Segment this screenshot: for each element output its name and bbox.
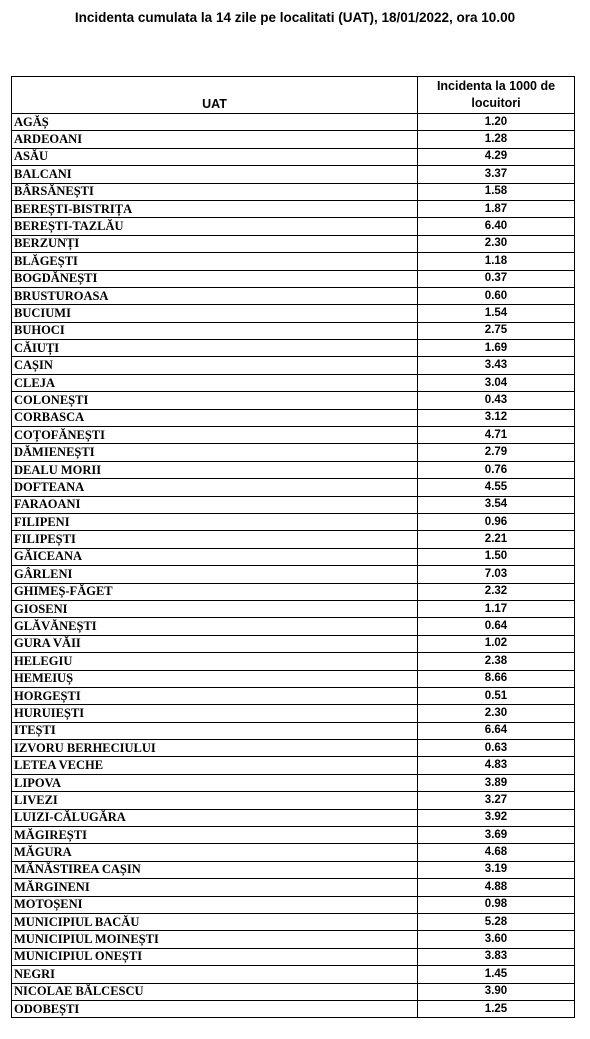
table-row (12, 513, 575, 530)
uat-name-cell: BOGDĂNEȘTI (12, 270, 418, 287)
incidence-value-cell: 1.69 (418, 340, 575, 357)
incidence-value-cell: 1.87 (418, 200, 575, 217)
table-row (12, 392, 575, 409)
uat-name-cell: DOFTEANA (12, 479, 418, 496)
uat-name-cell: AGĂȘ (12, 114, 418, 131)
incidence-value-cell: 3.92 (418, 809, 575, 826)
uat-name-cell: BERZUNȚI (12, 235, 418, 252)
incidence-value-cell: 3.54 (418, 496, 575, 513)
uat-name-cell: MĂNĂSTIREA CAȘIN (12, 861, 418, 878)
uat-name-cell: GÂRLENI (12, 566, 418, 583)
incidence-value-cell: 1.25 (418, 1000, 575, 1017)
incidence-value-cell: 0.76 (418, 461, 575, 478)
incidence-value-cell: 0.98 (418, 896, 575, 913)
table-row (12, 305, 575, 322)
table-row (12, 531, 575, 548)
table-row (12, 131, 575, 148)
uat-name-cell: FILIPEȘTI (12, 531, 418, 548)
uat-name-cell: CLEJA (12, 374, 418, 391)
uat-name-cell: GIOSENI (12, 600, 418, 617)
uat-name-cell: HELEGIU (12, 653, 418, 670)
table-row (12, 114, 575, 131)
incidence-value-cell: 1.02 (418, 635, 575, 652)
uat-name-cell: ARDEOANI (12, 131, 418, 148)
table-row (12, 827, 575, 844)
table-row (12, 166, 575, 183)
table-row (12, 740, 575, 757)
uat-name-cell: GĂICEANA (12, 548, 418, 565)
incidence-value-cell: 1.54 (418, 305, 575, 322)
incidence-value-cell: 3.43 (418, 357, 575, 374)
uat-name-cell: FARAOANI (12, 496, 418, 513)
table-row (12, 861, 575, 878)
table-row (12, 670, 575, 687)
table-row (12, 427, 575, 444)
table-row (12, 548, 575, 565)
table-row (12, 618, 575, 635)
table-row (12, 148, 575, 165)
uat-name-cell: GHIMEȘ-FĂGET (12, 583, 418, 600)
table-row (12, 948, 575, 965)
incidence-value-cell: 4.88 (418, 879, 575, 896)
incidence-value-cell: 2.30 (418, 705, 575, 722)
uat-name-cell: MUNICIPIUL ONEȘTI (12, 948, 418, 965)
uat-name-cell: ITEȘTI (12, 722, 418, 739)
uat-name-cell: BUCIUMI (12, 305, 418, 322)
uat-name-cell: BUHOCI (12, 322, 418, 339)
incidence-value-cell: 4.71 (418, 427, 575, 444)
uat-name-cell: CĂIUȚI (12, 340, 418, 357)
table-row (12, 1000, 575, 1017)
incidence-value-cell: 0.96 (418, 513, 575, 530)
uat-name-cell: GURA VĂII (12, 635, 418, 652)
table-row (12, 757, 575, 774)
table-row (12, 966, 575, 983)
incidence-value-cell: 2.38 (418, 653, 575, 670)
incidence-value-cell: 2.75 (418, 322, 575, 339)
incidence-value-cell: 1.50 (418, 548, 575, 565)
incidence-value-cell: 0.60 (418, 287, 575, 304)
incidence-value-cell: 6.64 (418, 722, 575, 739)
table-row (12, 983, 575, 1000)
table-row (12, 200, 575, 217)
incidence-value-cell: 2.32 (418, 583, 575, 600)
uat-name-cell: MĂGURA (12, 844, 418, 861)
uat-name-cell: HORGEȘTI (12, 687, 418, 704)
incidence-column-header: Incidenta la 1000 de locuitori (418, 77, 575, 114)
table-row (12, 218, 575, 235)
incidence-value-cell: 1.20 (418, 114, 575, 131)
uat-name-cell: GLĂVĂNEȘTI (12, 618, 418, 635)
incidence-value-cell: 8.66 (418, 670, 575, 687)
table-row (12, 409, 575, 426)
incidence-value-cell: 1.58 (418, 183, 575, 200)
uat-name-cell: BEREȘTI-BISTRIȚA (12, 200, 418, 217)
table-row (12, 844, 575, 861)
table-row (12, 479, 575, 496)
incidence-value-cell: 1.18 (418, 253, 575, 270)
incidence-table (11, 76, 575, 1018)
incidence-value-cell: 3.12 (418, 409, 575, 426)
table-row (12, 461, 575, 478)
uat-name-cell: IZVORU BERHECIULUI (12, 740, 418, 757)
incidence-value-cell: 3.89 (418, 774, 575, 791)
table-row (12, 340, 575, 357)
table-row (12, 444, 575, 461)
uat-name-cell: LIVEZI (12, 792, 418, 809)
incidence-value-cell: 4.83 (418, 757, 575, 774)
table-row (12, 687, 575, 704)
uat-name-cell: BLĂGEȘTI (12, 253, 418, 270)
incidence-value-cell: 4.55 (418, 479, 575, 496)
uat-name-cell: BÂRSĂNEȘTI (12, 183, 418, 200)
incidence-value-cell: 0.63 (418, 740, 575, 757)
uat-name-cell: MĂRGINENI (12, 879, 418, 896)
incidence-value-cell: 2.30 (418, 235, 575, 252)
uat-name-cell: BRUSTUROASA (12, 287, 418, 304)
table-row (12, 583, 575, 600)
uat-name-cell: MUNICIPIUL MOINEȘTI (12, 931, 418, 948)
uat-name-cell: COLONEȘTI (12, 392, 418, 409)
incidence-value-cell: 7.03 (418, 566, 575, 583)
uat-name-cell: COȚOFĂNEȘTI (12, 427, 418, 444)
uat-name-cell: ODOBEȘTI (12, 1000, 418, 1017)
incidence-value-cell: 3.19 (418, 861, 575, 878)
document-title: Incidenta cumulata la 14 zile pe localitati (UAT), 18/01/2022, ora 10.00 (74, 10, 516, 25)
incidence-value-cell: 0.64 (418, 618, 575, 635)
incidence-value-cell: 0.43 (418, 392, 575, 409)
table-row (12, 705, 575, 722)
table-row (12, 653, 575, 670)
table-row (12, 357, 575, 374)
table-row (12, 722, 575, 739)
incidence-value-cell: 1.17 (418, 600, 575, 617)
table-row (12, 287, 575, 304)
incidence-value-cell: 4.29 (418, 148, 575, 165)
uat-name-cell: BEREȘTI-TAZLĂU (12, 218, 418, 235)
uat-name-cell: HURUIEȘTI (12, 705, 418, 722)
incidence-value-cell: 0.37 (418, 270, 575, 287)
incidence-value-cell: 3.90 (418, 983, 575, 1000)
table-row (12, 235, 575, 252)
table-row (12, 183, 575, 200)
incidence-value-cell: 6.40 (418, 218, 575, 235)
incidence-value-cell: 4.68 (418, 844, 575, 861)
table-row (12, 809, 575, 826)
uat-name-cell: ASĂU (12, 148, 418, 165)
table-row (12, 792, 575, 809)
incidence-value-cell: 5.28 (418, 913, 575, 930)
table-row (12, 635, 575, 652)
table-row (12, 913, 575, 930)
table-row (12, 270, 575, 287)
uat-name-cell: MĂGIREȘTI (12, 827, 418, 844)
uat-name-cell: FILIPENI (12, 513, 418, 530)
uat-column-header: UAT (12, 77, 418, 114)
incidence-value-cell: 2.21 (418, 531, 575, 548)
uat-name-cell: LETEA VECHE (12, 757, 418, 774)
uat-name-cell: HEMEIUȘ (12, 670, 418, 687)
uat-name-cell: MOTOȘENI (12, 896, 418, 913)
table-row (12, 896, 575, 913)
table-body (12, 114, 575, 1018)
uat-name-cell: NEGRI (12, 966, 418, 983)
incidence-value-cell: 2.79 (418, 444, 575, 461)
table-row (12, 374, 575, 391)
uat-name-cell: DĂMIENEȘTI (12, 444, 418, 461)
uat-name-cell: NICOLAE BĂLCESCU (12, 983, 418, 1000)
incidence-value-cell: 3.60 (418, 931, 575, 948)
uat-name-cell: BALCANI (12, 166, 418, 183)
uat-name-cell: LIPOVA (12, 774, 418, 791)
table-row (12, 253, 575, 270)
table-row (12, 774, 575, 791)
incidence-value-cell: 1.45 (418, 966, 575, 983)
table-row (12, 322, 575, 339)
uat-name-cell: CAȘIN (12, 357, 418, 374)
incidence-value-cell: 3.37 (418, 166, 575, 183)
incidence-value-cell: 3.83 (418, 948, 575, 965)
table-row (12, 879, 575, 896)
uat-name-cell: LUIZI-CĂLUGĂRA (12, 809, 418, 826)
table-row (12, 496, 575, 513)
table-row (12, 931, 575, 948)
incidence-value-cell: 3.04 (418, 374, 575, 391)
table-row (12, 566, 575, 583)
incidence-value-cell: 0.51 (418, 687, 575, 704)
table-row (12, 600, 575, 617)
incidence-value-cell: 3.27 (418, 792, 575, 809)
uat-name-cell: MUNICIPIUL BACĂU (12, 913, 418, 930)
incidence-value-cell: 3.69 (418, 827, 575, 844)
incidence-value-cell: 1.28 (418, 131, 575, 148)
uat-name-cell: CORBASCA (12, 409, 418, 426)
uat-name-cell: DEALU MORII (12, 461, 418, 478)
table-header-row (12, 77, 575, 114)
